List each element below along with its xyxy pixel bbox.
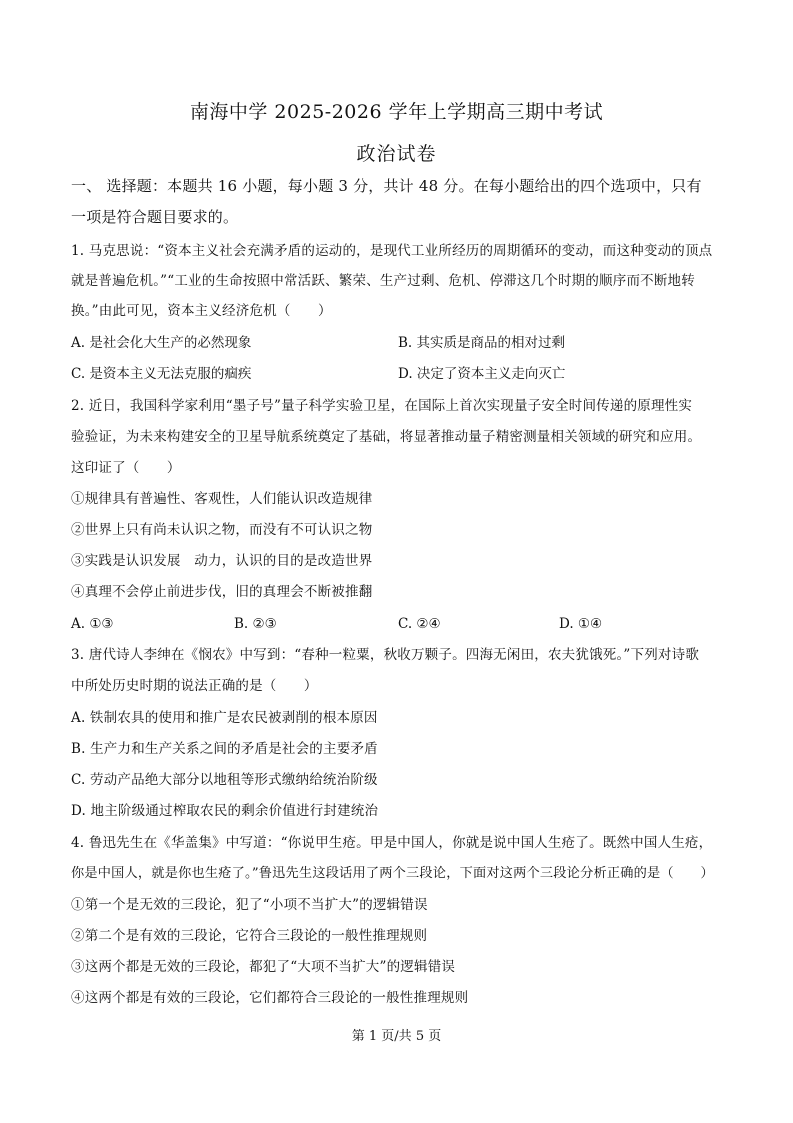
q2-stem-line-2: 验验证，为未来构建安全的卫星导航系统奠定了基础，将显著推动量子精密测量相关领域的研究和应用。 xyxy=(71,429,702,445)
q2-statement-4: ④真理不会停止前进步伐，旧的真理会不断被推翻 xyxy=(71,584,373,600)
q2-option-c: C. ②④ xyxy=(398,616,441,632)
q3-option-a: A. 铁制农具的使用和推广是农民被剥削的根本原因 xyxy=(71,710,378,726)
q1-stem-line-1: 1. 马克思说：“资本主义社会充满矛盾的运动的，是现代工业所经历的周期循环的变动，而这种变动的顶点 xyxy=(71,243,713,259)
q3-stem-line-2: 中所处历史时期的说法正确的是（ ） xyxy=(71,678,318,694)
q2-stem-line-1: 2. 近日，我国科学家利用“墨子号”量子科学实验卫星，在国际上首次实现量子安全时间传递的原理性实 xyxy=(71,398,693,414)
q2-statement-1: ①规律具有普遍性、客观性，人们能认识改造规律 xyxy=(71,491,373,507)
q1-option-b: B. 其实质是商品的相对过剩 xyxy=(398,335,566,351)
section-heading-line-2: 一项是符合题目要求的。 xyxy=(71,208,239,226)
q1-option-d: D. 决定了资本主义走向灭亡 xyxy=(398,366,566,382)
q4-statement-4: ④这两个都是有效的三段论，它们都符合三段论的一般性推理规则 xyxy=(71,990,469,1006)
q3-option-d: D. 地主阶级通过榨取农民的剩余价值进行封建统治 xyxy=(71,803,379,819)
q4-statement-2: ②第二个是有效的三段论，它符合三段论的一般性推理规则 xyxy=(71,928,428,944)
q4-statement-3: ③这两个都是无效的三段论，都犯了“大项不当扩大”的逻辑错误 xyxy=(71,959,456,975)
q1-option-a: A. 是社会化大生产的必然现象 xyxy=(71,335,252,351)
q1-stem-line-3: 换。”由此可见，资本主义经济危机（ ） xyxy=(71,303,332,319)
q4-statement-1: ①第一个是无效的三段论，犯了“小项不当扩大”的逻辑错误 xyxy=(71,897,428,913)
q4-stem-line-1: 4. 鲁迅先生在《华盖集》中写道：“你说甲生疮。甲是中国人，你就是说中国人生疮了。既然中国人生疮， xyxy=(71,835,713,851)
page-number: 第 1 页/共 5 页 xyxy=(351,1029,442,1044)
q1-option-c: C. 是资本主义无法克服的痼疾 xyxy=(71,366,252,382)
exam-title: 南海中学 2025-2026 学年上学期高三期中考试 xyxy=(189,101,604,123)
q2-option-b: B. ②③ xyxy=(234,616,277,632)
exam-subtitle: 政治试卷 xyxy=(356,143,437,165)
q3-option-b: B. 生产力和生产关系之间的矛盾是社会的主要矛盾 xyxy=(71,741,378,757)
q3-option-c: C. 劳动产品绝大部分以地租等形式缴纳给统治阶级 xyxy=(71,772,378,788)
section-heading-line-1: 一、 选择题：本题共 16 小题，每小题 3 分，共计 48 分。在每小题给出的四个选项中，只有 xyxy=(71,177,702,195)
q2-statement-2: ②世界上只有尚未认识之物，而没有不可认识之物 xyxy=(71,522,373,538)
q2-statement-3: ③实践是认识发展 动力，认识的目的是改造世界 xyxy=(71,553,373,569)
q2-option-d: D. ①④ xyxy=(559,616,603,632)
q2-stem-line-3: 这印证了（ ） xyxy=(71,460,181,476)
q4-stem-line-2: 你是中国人，就是你也生疮了。”鲁迅先生这段话用了两个三段论，下面对这两个三段论分析正确的是（ ） xyxy=(71,866,714,881)
q2-option-a: A. ①③ xyxy=(71,616,114,632)
q3-stem-line-1: 3. 唐代诗人李绅在《悯农》中写到：“春种一粒粟，秋收万颗子。四海无闲田，农夫犹饿死。”下列对诗歌 xyxy=(71,647,700,663)
q1-stem-line-2: 就是普遍危机。”“工业的生命按照中常活跃、繁荣、生产过剩、危机、停滞这几个时期的顺序而不断地转 xyxy=(71,273,695,289)
